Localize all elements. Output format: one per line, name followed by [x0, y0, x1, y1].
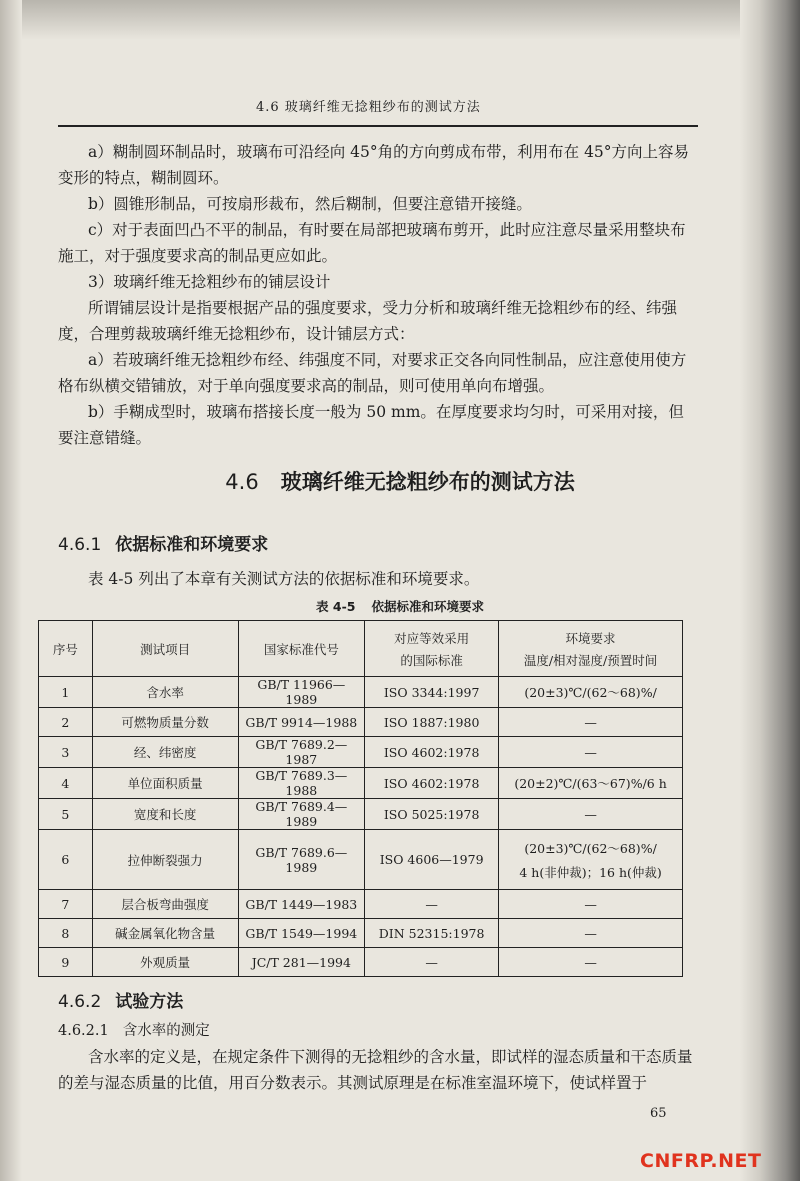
subsubsection-title [58, 1019, 210, 1040]
cell-env: — [499, 890, 683, 919]
header-env [499, 621, 683, 677]
page-shadow-top [0, 0, 800, 40]
cell-item: 经、纬密度 [92, 737, 238, 768]
paragraph-layup-a: a）若玻璃纤维无捻粗纱布经、纬强度不同，对要求正交各向同性制品，应注意使用使方格布纵横交错铺放，对于单向强度要求高的制品，则可使用单向布增强。 [58, 351, 687, 395]
cell-env: (20±2)℃/(63～67)%/6 h [499, 768, 683, 799]
cell-seq: 4 [39, 768, 93, 799]
cell-gb: GB/T 7689.4—1989 [238, 799, 365, 830]
cell-iso: — [365, 890, 499, 919]
header-gb: 国家标准代号 [238, 621, 365, 677]
header-env-line2: 温度/相对湿度/预置时间 [523, 652, 658, 668]
cell-env: — [499, 948, 683, 977]
table-row [39, 677, 683, 708]
cell-iso: DIN 52315:1978 [365, 919, 499, 948]
cell-item: 外观质量 [92, 948, 238, 977]
cell-iso: ISO 3344:1997 [365, 677, 499, 708]
table-caption-title: 依据标准和环境要求 [371, 599, 484, 614]
table-row [39, 890, 683, 919]
cell-item: 可燃物质量分数 [92, 708, 238, 737]
table-caption-number: 表 4-5 [316, 599, 356, 614]
standards-table [38, 620, 683, 977]
header-seq: 序号 [39, 621, 93, 677]
cell-item: 宽度和长度 [92, 799, 238, 830]
cell-seq: 6 [39, 830, 93, 890]
cell-seq: 1 [39, 677, 93, 708]
subsection-title-text: 试验方法 [115, 992, 184, 1012]
cell-iso: ISO 4602:1978 [365, 768, 499, 799]
subsubsection-title-text: 含水率的测定 [122, 1023, 210, 1039]
subsection-title-text: 依据标准和环境要求 [115, 535, 269, 555]
table-row [39, 919, 683, 948]
cell-iso: ISO 5025:1978 [365, 799, 499, 830]
header-env-line1: 环境要求 [565, 630, 616, 646]
cell-gb: GB/T 7689.3—1988 [238, 768, 365, 799]
cell-env-line2: 4 h(非仲裁)；16 h(仲裁) [519, 864, 662, 880]
cell-gb: GB/T 11966—1989 [238, 677, 365, 708]
subsection-title-standards [58, 530, 268, 555]
cell-env: — [499, 919, 683, 948]
cell-gb: GB/T 1549—1994 [238, 919, 365, 948]
table-intro-text: 表 4-5 列出了本章有关测试方法的依据标准和环境要求。 [88, 570, 480, 588]
cell-item: 单位面积质量 [92, 768, 238, 799]
table-row [39, 799, 683, 830]
table-caption [0, 597, 800, 615]
paragraph-ring-products: a）糊制圆环制品时，玻璃布可沿经向 45°角的方向剪成布带，利用布在 45°方向上容易变形的特点，糊制圆环。 [58, 143, 690, 187]
cell-env: — [499, 708, 683, 737]
cell-env-line1: (20±3)℃/(62～68)%/ [524, 840, 657, 856]
paragraph-layup-heading: 3）玻璃纤维无捻粗纱布的铺层设计 [88, 273, 331, 291]
cell-iso: ISO 1887:1980 [365, 708, 499, 737]
cell-gb: JC/T 281—1994 [238, 948, 365, 977]
cell-iso: ISO 4606—1979 [365, 830, 499, 890]
cell-item: 碱金属氧化物含量 [92, 919, 238, 948]
header-iso [365, 621, 499, 677]
cell-seq: 7 [39, 890, 93, 919]
header-iso-line2: 的国际标准 [400, 652, 463, 668]
cell-seq: 3 [39, 737, 93, 768]
subsection-number: 4.6.1 [58, 535, 102, 555]
header-item: 测试项目 [92, 621, 238, 677]
cell-seq: 5 [39, 799, 93, 830]
paragraph-uneven-surface: c）对于表面凹凸不平的制品，有时要在局部把玻璃布剪开，此时应注意尽量采用整块布施工，对于强度要求高的制品更应如此。 [58, 221, 686, 265]
cell-env: — [499, 799, 683, 830]
table-row [39, 708, 683, 737]
header-iso-line1: 对应等效采用 [394, 630, 470, 646]
running-header: 4.6 玻璃纤维无捻粗纱布的测试方法 [256, 100, 481, 115]
section-title [0, 466, 800, 496]
cell-env: (20±3)℃/(62～68)%/ [499, 677, 683, 708]
cell-env: — [499, 737, 683, 768]
cell-gb: GB/T 7689.2—1987 [238, 737, 365, 768]
cell-iso: ISO 4602:1978 [365, 737, 499, 768]
cell-item: 含水率 [92, 677, 238, 708]
section-number: 4.6 [225, 470, 259, 494]
cell-iso: — [365, 948, 499, 977]
section-title-text: 玻璃纤维无捻粗纱布的测试方法 [280, 470, 575, 494]
paragraph-moisture-definition: 含水率的定义是，在规定条件下测得的无捻粗纱的含水量，即试样的湿态质量和干态质量的差与湿态质量的比值，用百分数表示。其测试原理是在标准室温环境下，使试样置于 [58, 1048, 693, 1092]
table-row [39, 737, 683, 768]
cell-gb: GB/T 7689.6—1989 [238, 830, 365, 890]
page-number: 65 [650, 1106, 667, 1121]
page-shadow-left [0, 0, 22, 1181]
table-row [39, 768, 683, 799]
cell-item: 层合板弯曲强度 [92, 890, 238, 919]
table-row [39, 948, 683, 977]
book-spine-shadow [740, 0, 800, 1181]
header-rule [58, 125, 698, 127]
cell-seq: 8 [39, 919, 93, 948]
table-row [39, 830, 683, 890]
cell-env [499, 830, 683, 890]
subsection-number: 4.6.2 [58, 992, 102, 1012]
cell-gb: GB/T 9914—1988 [238, 708, 365, 737]
paragraph-layup-b: b）手糊成型时，玻璃布搭接长度一般为 50 mm。在厚度要求均匀时，可采用对接，但要注意错缝。 [58, 403, 684, 447]
site-watermark: CNFRP.NET [640, 1150, 762, 1172]
table-header-row [39, 621, 683, 677]
cell-gb: GB/T 1449—1983 [238, 890, 365, 919]
cell-seq: 9 [39, 948, 93, 977]
cell-seq: 2 [39, 708, 93, 737]
subsubsection-number: 4.6.2.1 [58, 1023, 109, 1039]
paragraph-layup-definition: 所谓铺层设计是指要根据产品的强度要求，受力分析和玻璃纤维无捻粗纱布的经、纬强度，合理剪裁玻璃纤维无捻粗纱布，设计铺层方式： [58, 299, 678, 343]
paragraph-cone-products: b）圆锥形制品，可按扇形裁布，然后糊制，但要注意错开接缝。 [88, 195, 532, 213]
cell-item: 拉伸断裂强力 [92, 830, 238, 890]
subsection-title-methods [58, 987, 183, 1012]
